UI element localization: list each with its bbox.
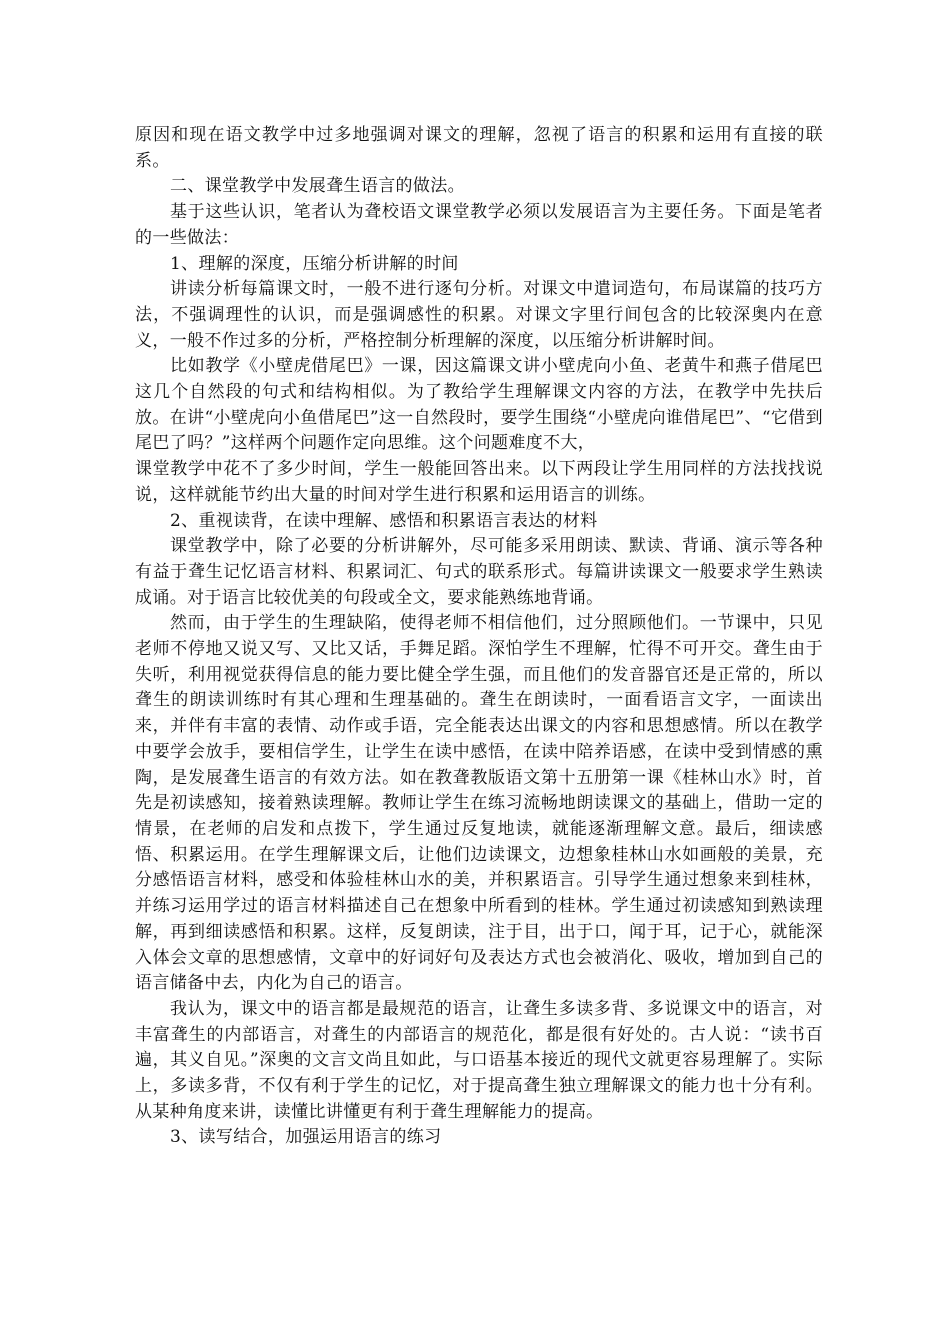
document-body bbox=[135, 123, 823, 1151]
paragraph: 我认为，课文中的语言都是最规范的语言，让聋生多读多背、多说课文中的语言，对丰富聋生的内部语言，对聋生的内部语言的规范化，都是很有好处的。古人说：“读书百遍，其义自见。”深奥的文言文尚且如此，与口语基本接近的现代文就更容易理解了。实际上，多读多背，不仅有利于学生的记忆，对于提高聋生独立理解课文的能力也十分有利。从某种角度来讲，读懂比讲懂更有利于聋生理解能力的提高。 bbox=[135, 998, 823, 1122]
paragraph: 讲读分析每篇课文时，一般不进行逐句分析。对课文中遣词造句，布局谋篇的技巧方法，不强调理性的认识，而是强调感性的积累。对课文字里行间包含的比较深奥内在意义，一般不作过多的分析，严格控制分析理解的深度，以压缩分析讲解时间。 bbox=[135, 279, 823, 351]
paragraph: 原因和现在语文教学中过多地强调对课文的理解，忽视了语言的积累和运用有直接的联系。 bbox=[135, 125, 823, 171]
subsection-heading: 2、重视读背，在读中理解、感悟和积累语言表达的材料 bbox=[170, 510, 598, 531]
paragraph: 课堂教学中花不了多少时间，学生一般能回答出来。以下两段让学生用同样的方法找找说说，这样就能节约出大量的时间对学生进行积累和运用语言的训练。 bbox=[135, 459, 823, 505]
paragraph: 比如教学《小壁虎借尾巴》一课，因这篇课文讲小壁虎向小鱼、老黄牛和燕子借尾巴这几个自然段的句式和结构相似。为了教给学生理解课文内容的方法，在教学中先扶后放。在讲“小壁虎向小鱼借尾巴”这一自然段时，要学生围绕“小壁虎向谁借尾巴”、“它借到尾巴了吗？”这样两个问题作定向思维。这个问题难度不大， bbox=[135, 356, 823, 454]
subsection-heading: 3、读写结合，加强运用语言的练习 bbox=[170, 1127, 442, 1148]
subsection-heading: 1、理解的深度，压缩分析讲解的时间 bbox=[170, 253, 459, 274]
section-heading: 二、课堂教学中发展聋生语言的做法。 bbox=[170, 176, 465, 197]
paragraph: 然而，由于学生的生理缺陷，使得老师不相信他们，过分照顾他们。一节课中，只见老师不停地又说又写、又比又话，手舞足蹈。深怕学生不理解，忙得不可开交。聋生由于失听，利用视觉获得信息的能力要比健全学生强，而且他们的发音器官还是正常的，所以聋生的朗读训练时有其心理和生理基础的。聋生在朗读时，一面看语言文字，一面读出来，并伴有丰富的表情、动作或手语，完全能表达出课文的内容和思想感情。所以在教学中要学会放手，要相信学生，让学生在读中感悟，在读中陪养语感，在读中受到情感的熏陶，是发展聋生语言的有效方法。如在教聋教版语文第十五册第一课《桂林山水》时，首先是初读感知，接着熟读理解。教师让学生在练习流畅地朗读课文的基础上，借助一定的情景，在老师的启发和点拨下，学生通过反复地读，就能逐渐理解文意。最后，细读感悟、积累运用。在学生理解课文后，让他们边读课文，边想象桂林山水如画般的美景，充分感悟语言材料，感受和体验桂林山水的美，并积累语言。引导学生通过想象来到桂林，并练习运用学过的语言材料描述自己在想象中所看到的桂林。学生通过初读感知到熟读理解，再到细读感悟和积累。这样，反复朗读，注于目，出于口，闻于耳，记于心，就能深入体会文章的思想感情，文章中的好词好句及表达方式也会被消化、吸收，增加到自己的语言储备中去，内化为自己的语言。 bbox=[135, 613, 823, 994]
paragraph: 课堂教学中，除了必要的分析讲解外，尽可能多采用朗读、默读、背诵、演示等各种有益于聋生记忆语言材料、积累词汇、句式的联系形式。每篇讲读课文一般要求学生熟读成诵。对于语言比较优美的句段或全文，要求能熟练地背诵。 bbox=[135, 536, 823, 608]
paragraph: 基于这些认识，笔者认为聋校语文课堂教学必须以发展语言为主要任务。下面是笔者的一些做法： bbox=[135, 202, 823, 248]
